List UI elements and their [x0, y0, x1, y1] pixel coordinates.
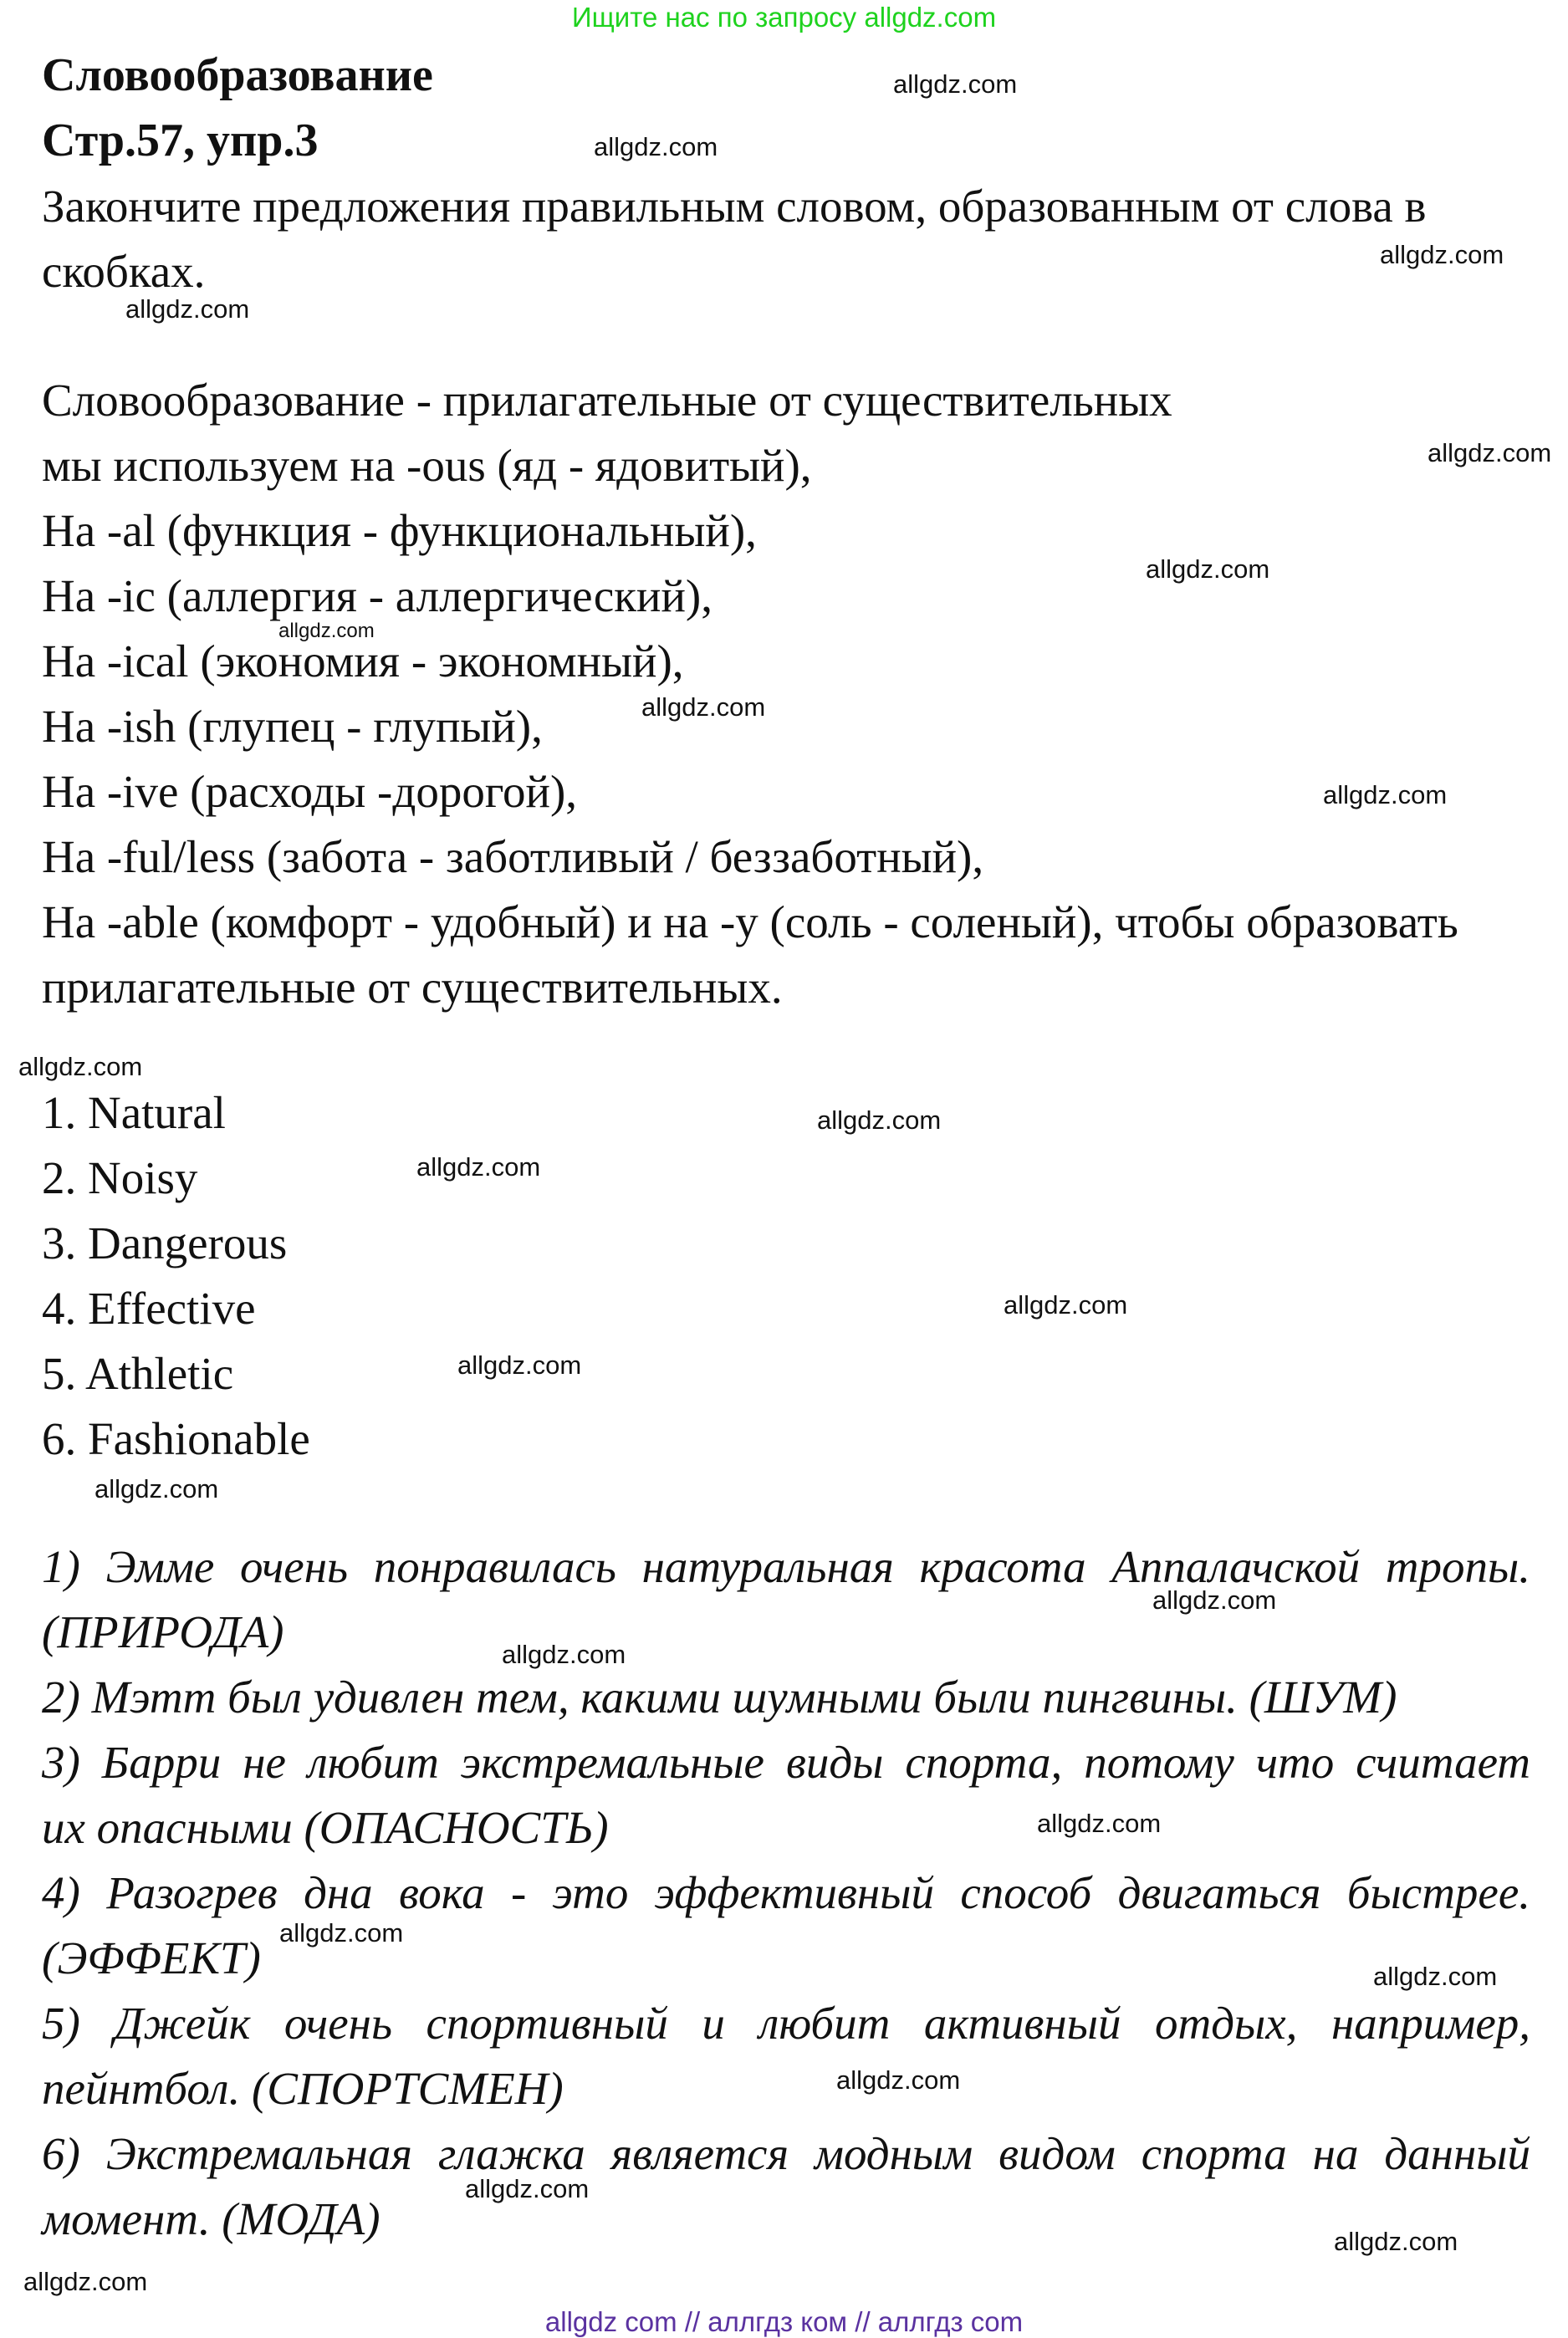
sentence-line: 3) Барри не любит экстремальные виды спорта, потому что считает [42, 1737, 1530, 1788]
sentence-line: 1) Эмме очень понравилась натуральная красота Аппалачской тропы. [42, 1541, 1530, 1592]
watermark: allgdz.com [502, 1640, 626, 1669]
watermark: allgdz.com [1373, 1962, 1498, 1991]
rule-line: Словообразование - прилагательные от существительных [42, 375, 1172, 426]
watermark: allgdz.com [817, 1105, 942, 1135]
answer-item: 1. Natural [42, 1087, 226, 1138]
watermark: allgdz.com [893, 69, 1018, 99]
answer-item: 2. Noisy [42, 1152, 198, 1203]
rule-line: прилагательные от существительных. [42, 962, 783, 1013]
rule-line: На -ic (аллергия - аллергический), [42, 570, 712, 621]
rule-line: На -ish (глупец - глупый), [42, 701, 543, 752]
translated-sentences [42, 1534, 1530, 2256]
rule-line: мы используем на -ous (яд - ядовитый), [42, 440, 812, 491]
sentence-line: (ПРИРОДА) [42, 1606, 284, 1657]
watermark: allgdz.com [1323, 780, 1448, 809]
top-banner[interactable]: Ищите нас по запросу allgdz.com [571, 2, 997, 33]
rule-line: На -ful/less (забота - заботливый / беззаботный), [42, 831, 984, 882]
watermark: allgdz.com [1152, 1585, 1277, 1615]
watermark: allgdz.com [457, 1350, 582, 1380]
sentence-line: 5) Джейк очень спортивный и любит активный отдых, например, [42, 1998, 1530, 2049]
page-title: Словообразование [42, 49, 433, 101]
watermark: allgdz.com [1380, 240, 1504, 269]
task-instruction [42, 174, 1539, 304]
rule-explanation [42, 368, 1539, 1020]
answer-list [42, 1080, 310, 1472]
watermark: allgdz.com [23, 2267, 148, 2296]
answer-item: 3. Dangerous [42, 1217, 288, 1269]
rule-line: На -able (комфорт - удобный) и на -y (соль - соленый), чтобы образовать [42, 896, 1458, 947]
sentence-line: их опасными (ОПАСНОСТЬ) [42, 1802, 609, 1853]
watermark: allgdz.com [416, 1152, 541, 1182]
sentence-line: (ЭФФЕКТ) [42, 1932, 261, 1983]
watermark: allgdz.com [94, 1474, 219, 1503]
answer-item: 6. Fashionable [42, 1413, 310, 1464]
task-line: Закончите предложения правильным словом, образованным от слова в [42, 181, 1427, 232]
rule-line: На -ical (экономия - экономный), [42, 636, 684, 687]
page-reference: Стр.57, упр.3 [42, 115, 319, 166]
answer-item: 5. Athletic [42, 1348, 234, 1399]
watermark: allgdz.com [641, 692, 766, 722]
watermark: allgdz.com [278, 620, 375, 642]
watermark: allgdz.com [125, 294, 250, 324]
task-line: скобках. [42, 246, 206, 297]
watermark: allgdz.com [465, 2174, 590, 2203]
watermark: allgdz.com [1428, 438, 1552, 467]
sentence-line: 6) Экстремальная глажка является модным видом спорта на данный [42, 2128, 1530, 2179]
watermark: allgdz.com [836, 2065, 961, 2095]
rule-line: На -ive (расходы -дорогой), [42, 766, 578, 817]
sentence-line: пейнтбол. (СПОРТСМЕН) [42, 2063, 564, 2114]
sentence-line: 4) Разогрев дна вока - это эффективный способ двигаться быстрее. [42, 1867, 1530, 1918]
footer-links[interactable]: allgdz com // аллгдз ком // аллгдз com [544, 2306, 1024, 2337]
watermark: allgdz.com [1037, 1809, 1162, 1838]
watermark: allgdz.com [1146, 554, 1270, 584]
watermark: allgdz.com [594, 132, 718, 161]
watermark: allgdz.com [1004, 1290, 1128, 1320]
watermark: allgdz.com [18, 1052, 143, 1081]
answer-item: 4. Effective [42, 1283, 256, 1334]
sentence-line: 2) Мэтт был удивлен тем, какими шумными были пингвины. (ШУМ) [42, 1672, 1397, 1723]
rule-line: На -al (функция - функциональный), [42, 505, 757, 556]
watermark: allgdz.com [279, 1918, 404, 1947]
sentence-line: момент. (МОДА) [42, 2193, 381, 2244]
watermark: allgdz.com [1334, 2227, 1458, 2256]
